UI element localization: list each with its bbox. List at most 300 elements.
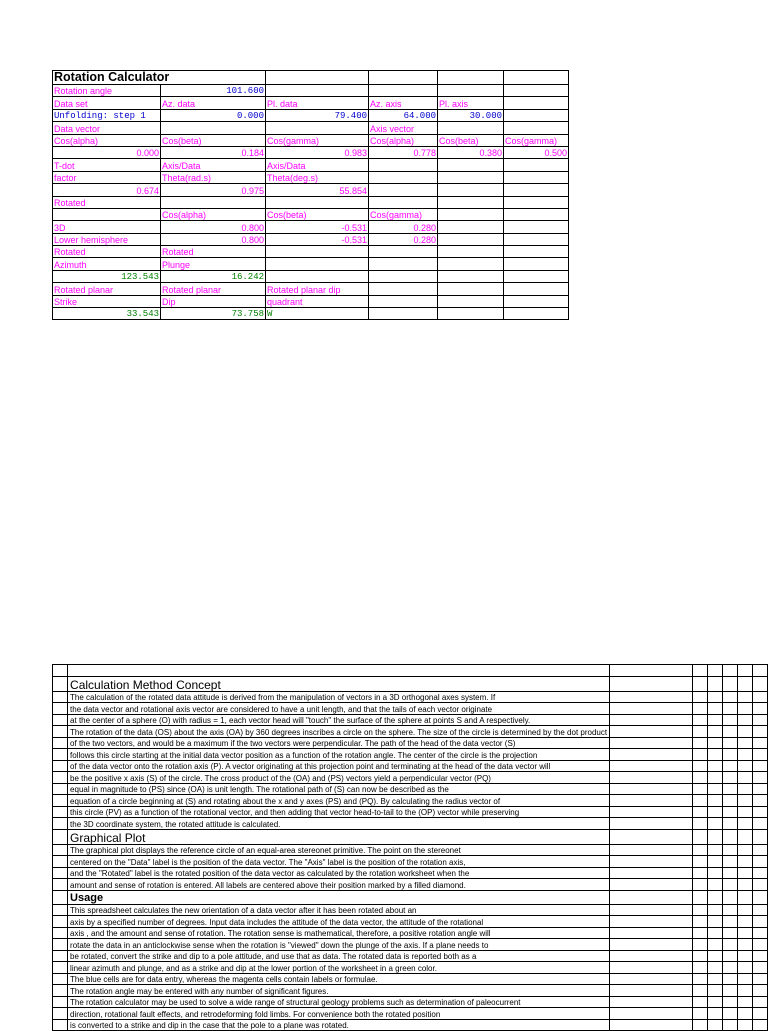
- cell[interactable]: [752, 890, 767, 904]
- cell[interactable]: [53, 844, 68, 856]
- cell[interactable]: [752, 818, 767, 830]
- cell[interactable]: [438, 233, 504, 245]
- cos-alpha-label: Cos(alpha): [53, 134, 161, 146]
- cell[interactable]: [722, 676, 737, 691]
- cell[interactable]: [53, 726, 68, 738]
- cell[interactable]: [504, 196, 569, 208]
- cell[interactable]: [692, 818, 707, 830]
- cell[interactable]: [369, 71, 438, 85]
- cell[interactable]: [610, 996, 693, 1008]
- cell[interactable]: [369, 171, 438, 183]
- cell[interactable]: [692, 760, 707, 772]
- cell[interactable]: [707, 985, 722, 997]
- cell[interactable]: [266, 122, 369, 134]
- cell[interactable]: [707, 904, 722, 916]
- cell[interactable]: [610, 760, 693, 772]
- cell[interactable]: [722, 749, 737, 761]
- cell[interactable]: [737, 879, 752, 891]
- cell[interactable]: [504, 208, 569, 220]
- cell[interactable]: [722, 806, 737, 818]
- cell[interactable]: [53, 772, 68, 784]
- cell[interactable]: [610, 665, 693, 677]
- cell[interactable]: [707, 749, 722, 761]
- cell[interactable]: [438, 196, 504, 208]
- cell[interactable]: [692, 1019, 707, 1031]
- cell[interactable]: [737, 856, 752, 868]
- cell[interactable]: [438, 184, 504, 196]
- cell[interactable]: [610, 973, 693, 985]
- az-axis-label: Az. axis: [369, 97, 438, 109]
- cell[interactable]: [610, 962, 693, 974]
- cell[interactable]: [737, 676, 752, 691]
- cell[interactable]: [707, 996, 722, 1008]
- cell[interactable]: [752, 795, 767, 807]
- usage-text-line: be rotated, convert the strike and dip to a pole attitude, and use that as data. The rotated data is reported both as a: [68, 950, 610, 962]
- cell[interactable]: [707, 879, 722, 891]
- cell[interactable]: [737, 950, 752, 962]
- axis-cos-beta-label: Cos(beta): [438, 134, 504, 146]
- pl-axis-label: Pl. axis: [438, 97, 504, 109]
- cell[interactable]: [610, 703, 693, 715]
- cell[interactable]: [752, 772, 767, 784]
- cell[interactable]: [752, 916, 767, 928]
- cell[interactable]: [752, 879, 767, 891]
- cell[interactable]: [610, 783, 693, 795]
- cell[interactable]: [610, 806, 693, 818]
- cell[interactable]: [722, 665, 737, 677]
- 3d-label: 3D: [53, 221, 161, 233]
- cell[interactable]: [610, 890, 693, 904]
- cell[interactable]: [610, 737, 693, 749]
- cell[interactable]: [692, 890, 707, 904]
- cell[interactable]: [722, 962, 737, 974]
- cell[interactable]: [266, 71, 369, 85]
- cell[interactable]: [438, 270, 504, 282]
- cos-gamma-value: 0.983: [266, 146, 369, 158]
- cell[interactable]: [752, 749, 767, 761]
- cell[interactable]: [752, 996, 767, 1008]
- cos-alpha-value: 0.000: [53, 146, 161, 158]
- cell[interactable]: [707, 691, 722, 703]
- cell[interactable]: [610, 904, 693, 916]
- cell[interactable]: [68, 665, 610, 677]
- cell[interactable]: [438, 159, 504, 171]
- cell[interactable]: [53, 208, 161, 220]
- cell[interactable]: [266, 258, 369, 270]
- cell[interactable]: [752, 867, 767, 879]
- cell[interactable]: [438, 295, 504, 307]
- cell[interactable]: [53, 879, 68, 891]
- unfolding-step-input[interactable]: Unfolding: step 1: [53, 109, 161, 121]
- cell[interactable]: [53, 904, 68, 916]
- cell[interactable]: [752, 1008, 767, 1020]
- cell[interactable]: [707, 665, 722, 677]
- cell[interactable]: [752, 973, 767, 985]
- cell[interactable]: [692, 806, 707, 818]
- usage-text-line: axis , and the amount and sense of rotation. The rotation sense is mathematical, therefore, a positive rotation angle will: [68, 927, 610, 939]
- cell[interactable]: [707, 927, 722, 939]
- data-set-label: Data set: [53, 97, 161, 109]
- cell[interactable]: [737, 703, 752, 715]
- cell[interactable]: [722, 867, 737, 879]
- cell[interactable]: [53, 795, 68, 807]
- cell[interactable]: [722, 703, 737, 715]
- cell[interactable]: [737, 890, 752, 904]
- cell[interactable]: [707, 703, 722, 715]
- cell[interactable]: [737, 939, 752, 951]
- cell[interactable]: [722, 714, 737, 726]
- cell[interactable]: [369, 184, 438, 196]
- cell[interactable]: [610, 985, 693, 997]
- cell[interactable]: [692, 676, 707, 691]
- cell[interactable]: [722, 856, 737, 868]
- cell[interactable]: [737, 904, 752, 916]
- cell[interactable]: [722, 950, 737, 962]
- cell[interactable]: [504, 122, 569, 134]
- cell[interactable]: [692, 665, 707, 677]
- cell[interactable]: [266, 246, 369, 258]
- cell[interactable]: [161, 122, 266, 134]
- cell[interactable]: [53, 962, 68, 974]
- cell[interactable]: [610, 829, 693, 844]
- cell[interactable]: [752, 783, 767, 795]
- cell[interactable]: [610, 950, 693, 962]
- cell[interactable]: [737, 806, 752, 818]
- cell[interactable]: [737, 665, 752, 677]
- cell[interactable]: [53, 927, 68, 939]
- cell[interactable]: [610, 879, 693, 891]
- cell[interactable]: [438, 308, 504, 320]
- cell[interactable]: [692, 927, 707, 939]
- cell[interactable]: [610, 714, 693, 726]
- 3d-cos-gamma: 0.280: [369, 221, 438, 233]
- cell[interactable]: [504, 233, 569, 245]
- cell[interactable]: [504, 295, 569, 307]
- cell[interactable]: [266, 270, 369, 282]
- cell[interactable]: [53, 939, 68, 951]
- cell[interactable]: [369, 295, 438, 307]
- cell[interactable]: [161, 196, 266, 208]
- cell[interactable]: [752, 703, 767, 715]
- cell[interactable]: [692, 916, 707, 928]
- cell[interactable]: [722, 939, 737, 951]
- cell[interactable]: [53, 737, 68, 749]
- cell[interactable]: [610, 844, 693, 856]
- cell[interactable]: [438, 258, 504, 270]
- cell[interactable]: [722, 772, 737, 784]
- cell[interactable]: [504, 184, 569, 196]
- axis-cos-gamma-value: 0.500: [504, 146, 569, 158]
- cell[interactable]: [53, 783, 68, 795]
- cell[interactable]: [692, 867, 707, 879]
- cell[interactable]: [692, 829, 707, 844]
- cell[interactable]: [438, 208, 504, 220]
- cell[interactable]: [722, 985, 737, 997]
- cell[interactable]: [722, 737, 737, 749]
- cell[interactable]: [369, 159, 438, 171]
- cell[interactable]: [692, 996, 707, 1008]
- cell[interactable]: [53, 1019, 68, 1031]
- cell[interactable]: [722, 795, 737, 807]
- cell[interactable]: [610, 726, 693, 738]
- cell[interactable]: [504, 258, 569, 270]
- cell[interactable]: [737, 691, 752, 703]
- cell[interactable]: [692, 749, 707, 761]
- cell[interactable]: [752, 939, 767, 951]
- cell[interactable]: [737, 916, 752, 928]
- cell[interactable]: [369, 246, 438, 258]
- cell[interactable]: [707, 856, 722, 868]
- cell[interactable]: [707, 714, 722, 726]
- cell[interactable]: [752, 665, 767, 677]
- rotated-azimuth-value: 123.543: [53, 270, 161, 282]
- cell[interactable]: [53, 714, 68, 726]
- cell[interactable]: [369, 283, 438, 295]
- cell[interactable]: [438, 221, 504, 233]
- cell[interactable]: [707, 1008, 722, 1020]
- cell[interactable]: [53, 703, 68, 715]
- cell[interactable]: [692, 962, 707, 974]
- cell[interactable]: [707, 973, 722, 985]
- cell[interactable]: [722, 996, 737, 1008]
- cell[interactable]: [53, 996, 68, 1008]
- cell[interactable]: [438, 171, 504, 183]
- cell[interactable]: [737, 726, 752, 738]
- cell[interactable]: [610, 927, 693, 939]
- cell[interactable]: [737, 927, 752, 939]
- cell[interactable]: [707, 939, 722, 951]
- cell[interactable]: [504, 270, 569, 282]
- cell[interactable]: [504, 221, 569, 233]
- cell[interactable]: [53, 985, 68, 997]
- cell[interactable]: [692, 844, 707, 856]
- cell[interactable]: [438, 283, 504, 295]
- cell[interactable]: [369, 196, 438, 208]
- cell[interactable]: [722, 726, 737, 738]
- pl-data-input[interactable]: 79.400: [266, 109, 369, 121]
- cell[interactable]: [722, 818, 737, 830]
- cell[interactable]: [737, 749, 752, 761]
- cell[interactable]: [692, 856, 707, 868]
- cell[interactable]: [707, 772, 722, 784]
- cell[interactable]: [53, 890, 68, 904]
- cell[interactable]: [692, 772, 707, 784]
- cell[interactable]: [692, 737, 707, 749]
- cell[interactable]: [692, 795, 707, 807]
- cell[interactable]: [737, 737, 752, 749]
- cell[interactable]: [737, 772, 752, 784]
- cell[interactable]: [610, 916, 693, 928]
- rotation-calculator-grid: [52, 70, 569, 320]
- cell[interactable]: [438, 122, 504, 134]
- cell[interactable]: [752, 985, 767, 997]
- cell[interactable]: [610, 818, 693, 830]
- cell[interactable]: [722, 1019, 737, 1031]
- cell[interactable]: [504, 159, 569, 171]
- cell[interactable]: [53, 806, 68, 818]
- cell[interactable]: [737, 1019, 752, 1031]
- cell[interactable]: [369, 308, 438, 320]
- cell[interactable]: [707, 890, 722, 904]
- cell[interactable]: [266, 196, 369, 208]
- cell[interactable]: [53, 818, 68, 830]
- cell[interactable]: [752, 760, 767, 772]
- cell[interactable]: [707, 726, 722, 738]
- cell[interactable]: [438, 71, 504, 85]
- cell[interactable]: [504, 171, 569, 183]
- cell[interactable]: [504, 85, 569, 97]
- cell[interactable]: [722, 783, 737, 795]
- cell[interactable]: [610, 772, 693, 784]
- cell[interactable]: [610, 676, 693, 691]
- cell[interactable]: [53, 760, 68, 772]
- cell[interactable]: [504, 308, 569, 320]
- cell[interactable]: [752, 904, 767, 916]
- az-data-input[interactable]: 0.000: [161, 109, 266, 121]
- concept-text-line: the 3D coordinate system, the rotated attitude is calculated.: [68, 818, 610, 830]
- cell[interactable]: [707, 676, 722, 691]
- cell[interactable]: [752, 806, 767, 818]
- cell[interactable]: [504, 283, 569, 295]
- cell[interactable]: [504, 71, 569, 85]
- cell[interactable]: [737, 973, 752, 985]
- cell[interactable]: [369, 270, 438, 282]
- cell[interactable]: [610, 749, 693, 761]
- cell[interactable]: [752, 950, 767, 962]
- cell[interactable]: [53, 973, 68, 985]
- cell[interactable]: [438, 85, 504, 97]
- cell[interactable]: [722, 927, 737, 939]
- factor-value: 0.674: [53, 184, 161, 196]
- cell[interactable]: [722, 890, 737, 904]
- cell[interactable]: [504, 109, 569, 121]
- cell[interactable]: [692, 904, 707, 916]
- cell[interactable]: [707, 867, 722, 879]
- cell[interactable]: [707, 844, 722, 856]
- cell[interactable]: [722, 879, 737, 891]
- cell[interactable]: [722, 1008, 737, 1020]
- cell[interactable]: [610, 691, 693, 703]
- az-axis-input[interactable]: 64.000: [369, 109, 438, 121]
- cell[interactable]: [737, 985, 752, 997]
- cell[interactable]: [737, 1008, 752, 1020]
- cell[interactable]: [692, 939, 707, 951]
- cell[interactable]: [266, 85, 369, 97]
- cell[interactable]: [610, 939, 693, 951]
- cell[interactable]: [504, 246, 569, 258]
- cell[interactable]: [722, 844, 737, 856]
- cell[interactable]: [752, 676, 767, 691]
- cell[interactable]: [504, 97, 569, 109]
- rotated-label-2: Rotated: [53, 246, 161, 258]
- cell[interactable]: [722, 760, 737, 772]
- cell[interactable]: [737, 867, 752, 879]
- cell[interactable]: [752, 927, 767, 939]
- cell[interactable]: [722, 691, 737, 703]
- cell[interactable]: [707, 760, 722, 772]
- cell[interactable]: [752, 691, 767, 703]
- 3d-cos-alpha: 0.800: [161, 221, 266, 233]
- cell[interactable]: [369, 85, 438, 97]
- cell[interactable]: [737, 818, 752, 830]
- cell[interactable]: [722, 829, 737, 844]
- cell[interactable]: [610, 856, 693, 868]
- cell[interactable]: [707, 950, 722, 962]
- cell[interactable]: [438, 246, 504, 258]
- cell[interactable]: [707, 829, 722, 844]
- cell[interactable]: [737, 844, 752, 856]
- cell[interactable]: [752, 1019, 767, 1031]
- cell[interactable]: [737, 783, 752, 795]
- cell[interactable]: [707, 818, 722, 830]
- cell[interactable]: [53, 916, 68, 928]
- cell[interactable]: [752, 714, 767, 726]
- cell[interactable]: [722, 904, 737, 916]
- cell[interactable]: [722, 973, 737, 985]
- cell[interactable]: [53, 829, 68, 844]
- cell[interactable]: [53, 676, 68, 691]
- cell[interactable]: [752, 737, 767, 749]
- cell[interactable]: [610, 867, 693, 879]
- cell[interactable]: [707, 916, 722, 928]
- cell[interactable]: [692, 703, 707, 715]
- cell[interactable]: [692, 950, 707, 962]
- cell[interactable]: [692, 691, 707, 703]
- cell[interactable]: [692, 973, 707, 985]
- rotated-planar-dip-label: Rotated planar dip: [266, 283, 369, 295]
- cell[interactable]: [707, 1019, 722, 1031]
- cell[interactable]: [752, 962, 767, 974]
- cell[interactable]: [752, 856, 767, 868]
- cell[interactable]: [737, 714, 752, 726]
- cell[interactable]: [707, 737, 722, 749]
- cell[interactable]: [53, 856, 68, 868]
- cell[interactable]: [707, 806, 722, 818]
- cell[interactable]: [369, 258, 438, 270]
- cell[interactable]: [737, 996, 752, 1008]
- cell[interactable]: [737, 795, 752, 807]
- cell[interactable]: [737, 962, 752, 974]
- pl-data-label: Pl. data: [266, 97, 369, 109]
- cell[interactable]: [692, 783, 707, 795]
- cell[interactable]: [707, 795, 722, 807]
- cell[interactable]: [692, 714, 707, 726]
- cell[interactable]: [610, 1019, 693, 1031]
- cell[interactable]: [692, 726, 707, 738]
- cell[interactable]: [53, 749, 68, 761]
- cell[interactable]: [53, 867, 68, 879]
- pl-axis-input[interactable]: 30.000: [438, 109, 504, 121]
- cell[interactable]: [53, 1008, 68, 1020]
- cell[interactable]: [692, 1008, 707, 1020]
- cell[interactable]: [53, 691, 68, 703]
- cell[interactable]: [752, 844, 767, 856]
- rotation-angle-input[interactable]: 101.600: [161, 85, 266, 97]
- cell[interactable]: [752, 726, 767, 738]
- cell[interactable]: [610, 795, 693, 807]
- cell[interactable]: [692, 985, 707, 997]
- cell[interactable]: [692, 879, 707, 891]
- cell[interactable]: [752, 829, 767, 844]
- cell[interactable]: [737, 760, 752, 772]
- cell[interactable]: [737, 829, 752, 844]
- cell[interactable]: [707, 783, 722, 795]
- cell[interactable]: [53, 665, 68, 677]
- cell[interactable]: [707, 962, 722, 974]
- cell[interactable]: [722, 916, 737, 928]
- cell[interactable]: [53, 950, 68, 962]
- cell[interactable]: [610, 1008, 693, 1020]
